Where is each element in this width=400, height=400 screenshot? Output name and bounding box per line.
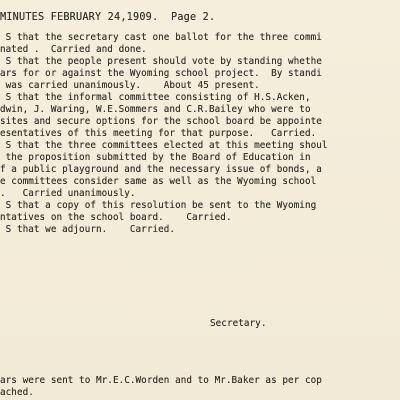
minutes-line-3: S that the people present should vote by standing whethe	[0, 56, 322, 67]
minutes-line-5: was carried unanimously. About 45 present.	[0, 80, 260, 91]
footer-line-2: ached.	[0, 387, 34, 398]
minutes-line-2: nated . Carried and done.	[0, 44, 147, 55]
secretary-signature: Secretary.	[210, 318, 267, 329]
minutes-line-12: f a public playground and the necessary issue of bonds, a	[0, 164, 322, 175]
minutes-line-17: S that we adjourn. Carried.	[0, 224, 176, 235]
minutes-line-15: S that a copy of this resolution be sent to the Wyoming	[0, 200, 317, 211]
minutes-line-8: sites and secure options for the school board be appointe	[0, 116, 322, 127]
minutes-line-14: . Carried unanimously.	[0, 188, 136, 199]
minutes-line-1: S that the secretary cast one ballot for the three commi	[0, 32, 322, 43]
minutes-line-13: e committees consider same as well as the Wyoming school	[0, 176, 317, 187]
minutes-line-9: esentatives of this meeting for that purpose. Carried.	[0, 128, 317, 139]
footer-line-1: ars were sent to Mr.E.C.Worden and to Mr.Baker as per cop	[0, 375, 322, 386]
page-header: MINUTES FEBRUARY 24,1909. Page 2.	[0, 12, 216, 23]
minutes-line-6: S that the informal committee consisting of H.S.Acken,	[0, 92, 311, 103]
minutes-line-10: S that the three committees elected at this meeting shoul	[0, 140, 328, 151]
minutes-line-11: the proposition submitted by the Board of Education in	[0, 152, 311, 163]
minutes-line-4: ars for or against the Wyoming school project. By standi	[0, 68, 322, 79]
minutes-line-16: ntatives on the school board. Carried.	[0, 212, 232, 223]
minutes-line-7: dwin, J. Waring, W.E.Sommers and C.R.Bailey who were to	[0, 104, 311, 115]
